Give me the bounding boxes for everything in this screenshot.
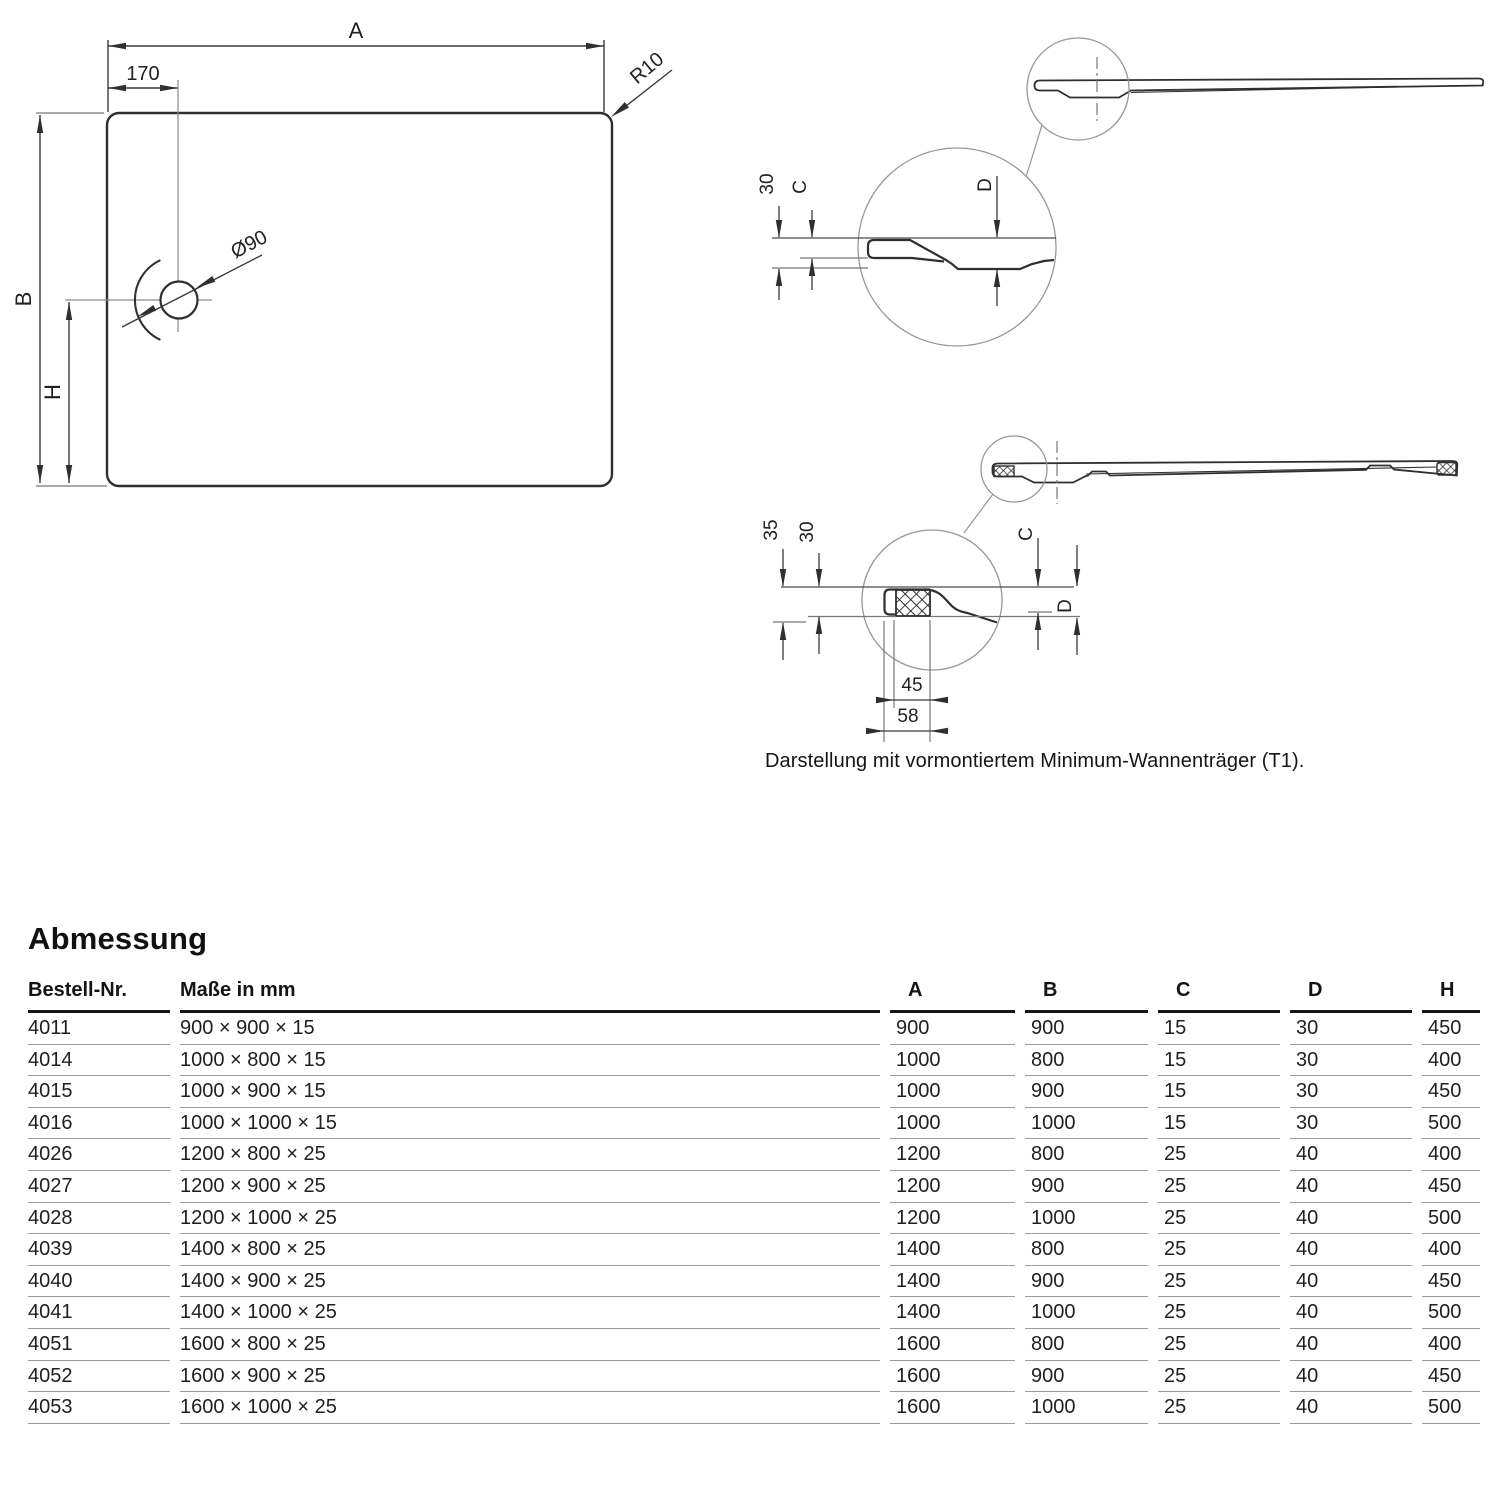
cell-dimensions: 1600 × 1000 × 25 (180, 1392, 880, 1424)
cell-h: 500 (1422, 1392, 1480, 1424)
cell-order-no: 4026 (28, 1139, 170, 1171)
cell-h: 450 (1422, 1266, 1480, 1298)
cell-order-no: 4014 (28, 1045, 170, 1077)
cell-h: 400 (1422, 1329, 1480, 1361)
column-header-dimensions: Maße in mm (180, 979, 880, 1013)
cell-c: 15 (1158, 1108, 1280, 1140)
table-row (28, 1297, 1480, 1329)
cell-h: 450 (1422, 1076, 1480, 1108)
cell-c: 25 (1158, 1297, 1280, 1329)
table-header-row (28, 979, 1480, 1013)
cell-dimensions: 900 × 900 × 15 (180, 1013, 880, 1045)
cell-h: 500 (1422, 1297, 1480, 1329)
table-row (28, 1108, 1480, 1140)
cell-d: 30 (1290, 1076, 1412, 1108)
section-title: Abmessung (28, 921, 208, 956)
cell-h: 400 (1422, 1234, 1480, 1266)
cell-a: 1000 (890, 1045, 1015, 1077)
cell-b: 800 (1025, 1139, 1148, 1171)
cell-a: 1200 (890, 1203, 1015, 1235)
cell-order-no: 4051 (28, 1329, 170, 1361)
cell-d: 40 (1290, 1203, 1412, 1235)
cell-dimensions: 1400 × 1000 × 25 (180, 1297, 880, 1329)
column-header-d: D (1290, 979, 1412, 1013)
dimension-a (108, 40, 604, 112)
cell-a: 1000 (890, 1076, 1015, 1108)
cell-b: 900 (1025, 1361, 1148, 1393)
table-row (28, 1076, 1480, 1108)
cell-order-no: 4039 (28, 1234, 170, 1266)
cell-h: 500 (1422, 1108, 1480, 1140)
cell-dimensions: 1400 × 800 × 25 (180, 1234, 880, 1266)
section-plain-profile (1026, 38, 1483, 177)
cell-a: 1600 (890, 1392, 1015, 1424)
cell-h: 400 (1422, 1045, 1480, 1077)
cell-d: 30 (1290, 1108, 1412, 1140)
label-30-bottom: 30 (797, 521, 818, 543)
label-58: 58 (897, 706, 919, 727)
cell-b: 1000 (1025, 1108, 1148, 1140)
cell-b: 1000 (1025, 1203, 1148, 1235)
column-header-order-no: Bestell-Nr. (28, 979, 170, 1013)
table-row (28, 1203, 1480, 1235)
cell-order-no: 4027 (28, 1171, 170, 1203)
cell-c: 15 (1158, 1013, 1280, 1045)
cell-b: 800 (1025, 1234, 1148, 1266)
table-row (28, 1171, 1480, 1203)
cell-b: 1000 (1025, 1392, 1148, 1424)
section-views-drawing (740, 20, 1500, 780)
cell-order-no: 4028 (28, 1203, 170, 1235)
table-row (28, 1013, 1480, 1045)
cell-c: 25 (1158, 1392, 1280, 1424)
label-30-top: 30 (757, 173, 778, 195)
cell-dimensions: 1000 × 1000 × 15 (180, 1108, 880, 1140)
cell-h: 450 (1422, 1171, 1480, 1203)
cell-dimensions: 1000 × 900 × 15 (180, 1076, 880, 1108)
cell-a: 900 (890, 1013, 1015, 1045)
cell-b: 800 (1025, 1045, 1148, 1077)
column-header-a: A (890, 979, 1015, 1013)
cell-d: 30 (1290, 1013, 1412, 1045)
table-row (28, 1361, 1480, 1393)
cell-h: 450 (1422, 1361, 1480, 1393)
cell-c: 25 (1158, 1139, 1280, 1171)
cell-b: 900 (1025, 1013, 1148, 1045)
cell-d: 40 (1290, 1266, 1412, 1298)
cell-d: 40 (1290, 1329, 1412, 1361)
cell-order-no: 4053 (28, 1392, 170, 1424)
cell-dimensions: 1200 × 900 × 25 (180, 1171, 880, 1203)
table-row (28, 1139, 1480, 1171)
cell-a: 1400 (890, 1297, 1015, 1329)
label-h: H (40, 384, 65, 400)
cell-dimensions: 1400 × 900 × 25 (180, 1266, 880, 1298)
label-r10: R10 (626, 48, 669, 89)
column-header-c: C (1158, 979, 1280, 1013)
cell-c: 25 (1158, 1266, 1280, 1298)
cell-d: 40 (1290, 1234, 1412, 1266)
cell-d: 40 (1290, 1171, 1412, 1203)
cell-b: 900 (1025, 1266, 1148, 1298)
cell-c: 25 (1158, 1361, 1280, 1393)
table-row (28, 1266, 1480, 1298)
cell-order-no: 4011 (28, 1013, 170, 1045)
cell-a: 1000 (890, 1108, 1015, 1140)
plan-view-drawing (0, 0, 730, 540)
cell-order-no: 4052 (28, 1361, 170, 1393)
label-c-bottom: C (1016, 527, 1037, 541)
cell-b: 900 (1025, 1171, 1148, 1203)
label-c-top: C (790, 180, 811, 194)
cell-d: 40 (1290, 1361, 1412, 1393)
cell-b: 900 (1025, 1076, 1148, 1108)
section-support-detail (773, 530, 1080, 742)
cell-d: 40 (1290, 1139, 1412, 1171)
cell-a: 1200 (890, 1171, 1015, 1203)
cell-dimensions: 1600 × 900 × 25 (180, 1361, 880, 1393)
label-b: B (11, 291, 36, 307)
cell-c: 15 (1158, 1045, 1280, 1077)
cell-c: 25 (1158, 1203, 1280, 1235)
cell-h: 450 (1422, 1013, 1480, 1045)
cell-h: 400 (1422, 1139, 1480, 1171)
cell-c: 25 (1158, 1171, 1280, 1203)
cell-d: 30 (1290, 1045, 1412, 1077)
cell-dimensions: 1200 × 800 × 25 (180, 1139, 880, 1171)
dimensions-table (28, 979, 1480, 1424)
cell-c: 25 (1158, 1329, 1280, 1361)
label-170: 170 (126, 63, 160, 85)
label-45: 45 (901, 675, 923, 696)
section-plain-detail (772, 148, 1056, 346)
cell-order-no: 4016 (28, 1108, 170, 1140)
cell-dimensions: 1000 × 800 × 15 (180, 1045, 880, 1077)
cell-h: 500 (1422, 1203, 1480, 1235)
support-caption: Darstellung mit vormontiertem Minimum-Wannenträger (T1). (765, 750, 1305, 772)
table-row (28, 1234, 1480, 1266)
cell-order-no: 4015 (28, 1076, 170, 1108)
cell-b: 1000 (1025, 1297, 1148, 1329)
label-diameter: Ø90 (227, 226, 272, 264)
cell-c: 15 (1158, 1076, 1280, 1108)
section-support-profile (964, 436, 1457, 533)
cell-a: 1400 (890, 1234, 1015, 1266)
cell-a: 1400 (890, 1266, 1015, 1298)
label-d-top: D (975, 178, 996, 192)
cell-order-no: 4041 (28, 1297, 170, 1329)
table-row (28, 1045, 1480, 1077)
column-header-h: H (1422, 979, 1480, 1013)
cell-a: 1200 (890, 1139, 1015, 1171)
label-d-bottom: D (1055, 599, 1076, 613)
cell-order-no: 4040 (28, 1266, 170, 1298)
cell-dimensions: 1200 × 1000 × 25 (180, 1203, 880, 1235)
cell-d: 40 (1290, 1392, 1412, 1424)
label-a: A (348, 18, 364, 43)
cell-c: 25 (1158, 1234, 1280, 1266)
table-row (28, 1329, 1480, 1361)
cell-d: 40 (1290, 1297, 1412, 1329)
column-header-b: B (1025, 979, 1148, 1013)
cell-a: 1600 (890, 1329, 1015, 1361)
table-row (28, 1392, 1480, 1424)
cell-a: 1600 (890, 1361, 1015, 1393)
cell-dimensions: 1600 × 800 × 25 (180, 1329, 880, 1361)
cell-b: 800 (1025, 1329, 1148, 1361)
label-35-bottom: 35 (761, 519, 782, 541)
